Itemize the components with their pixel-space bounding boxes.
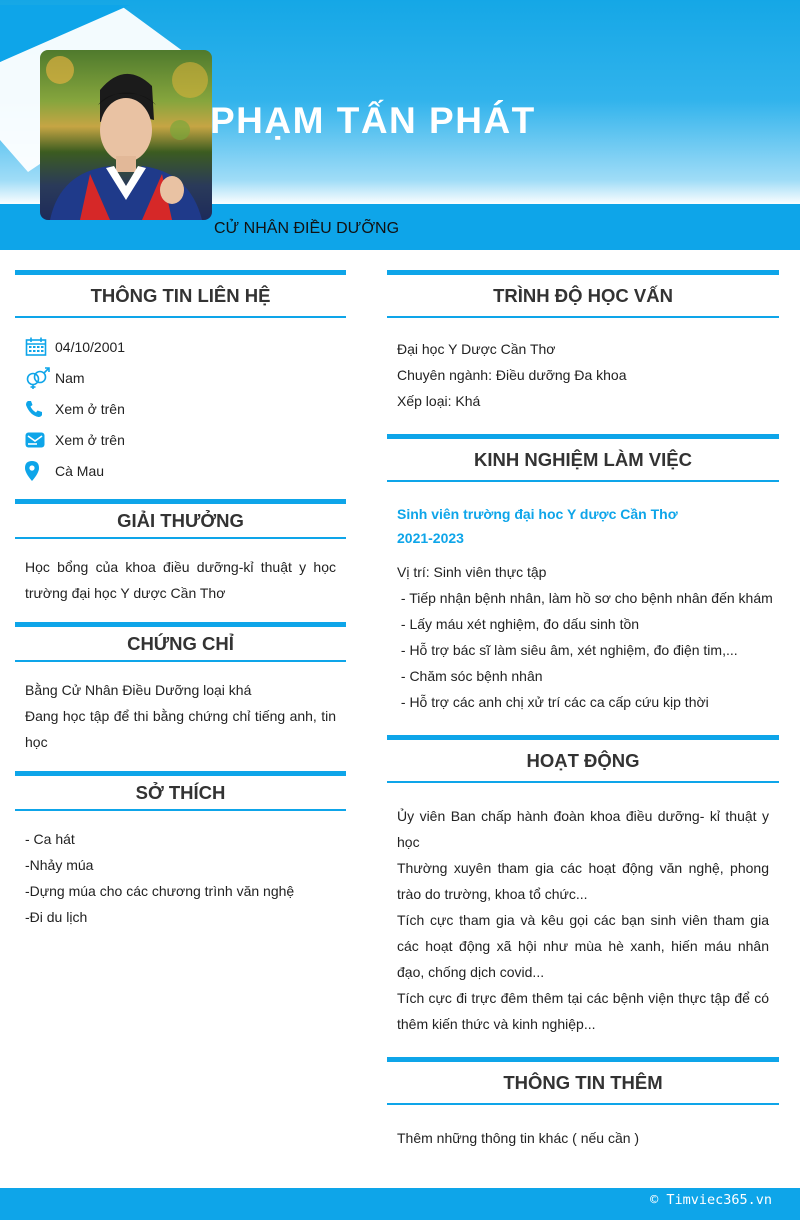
profile-photo	[40, 50, 212, 220]
awards-text: Học bổng của khoa điều dưỡng-kỉ thuật y học trường đại học Y dược Cần Thơ	[25, 559, 336, 601]
contact-section	[15, 270, 346, 486]
experience-task: - Hỗ trợ bác sĩ làm siêu âm, xét nghiệm, đo điện tim,...	[397, 642, 738, 658]
contact-location	[25, 455, 336, 486]
activities-section	[387, 735, 779, 1037]
phone-value: Xem ở trên	[55, 400, 125, 417]
activity-item: Tích cực tham gia và kêu gọi các bạn sinh viên tham gia các hoạt động xã hội như mùa hè xanh, hiến máu nhân đạo, chống dịch covid...	[397, 912, 769, 980]
hobbies-section	[15, 771, 346, 930]
hobbies-heading: SỞ THÍCH	[15, 771, 346, 811]
email-icon	[25, 429, 55, 451]
awards-heading: GIẢI THƯỞNG	[15, 499, 346, 539]
gender-value: Nam	[55, 369, 85, 386]
education-school: Đại học Y Dược Cần Thơ	[397, 341, 556, 357]
experience-section	[387, 434, 779, 715]
person-portrait-icon	[40, 50, 212, 220]
certificate-item: Đang học tập để thi bằng chứng chỉ tiếng anh, tin học	[25, 708, 336, 750]
experience-organization: Sinh viên trường đại hoc Y dược Cần Thơ	[397, 506, 678, 522]
extra-info-heading: THÔNG TIN THÊM	[387, 1057, 779, 1105]
activities-heading: HOẠT ĐỘNG	[387, 735, 779, 783]
location-icon	[25, 460, 55, 482]
education-heading: TRÌNH ĐỘ HỌC VẤN	[387, 270, 779, 318]
footer-bar	[0, 1188, 800, 1220]
certificate-item: Bằng Cử Nhân Điều Dưỡng loại khá	[25, 682, 252, 698]
hobby-item: -Nhảy múa	[25, 857, 94, 873]
experience-task: - Lấy máu xét nghiệm, đo dấu sinh tồn	[397, 616, 640, 632]
experience-heading: KINH NGHIỆM LÀM VIỆC	[387, 434, 779, 482]
experience-task: - Hỗ trợ các anh chị xử trí các ca cấp cứu kịp thời	[397, 694, 709, 710]
location-value: Cà Mau	[55, 462, 105, 479]
activity-item: Tích cực đi trực đêm thêm tại các bệnh viện thực tập để có thêm kiến thức và kinh nghiệp...	[397, 990, 769, 1032]
calendar-icon	[25, 336, 55, 358]
copyright-text: © Timviec365.vn	[650, 1192, 772, 1208]
hobby-item: - Ca hát	[25, 831, 75, 847]
left-column	[15, 270, 346, 930]
experience-task: - Chăm sóc bệnh nhân	[397, 668, 543, 684]
extra-info-text: Thêm những thông tin khác ( nếu cần )	[397, 1130, 640, 1146]
contact-email	[25, 424, 336, 455]
education-section	[387, 270, 779, 414]
experience-task: - Tiếp nhận bệnh nhân, làm hồ sơ cho bệnh nhân đến khám	[397, 590, 773, 606]
experience-position: Vị trí: Sinh viên thực tập	[397, 564, 547, 580]
job-title: CỬ NHÂN ĐIỀU DƯỠNG	[214, 220, 400, 237]
certificates-heading: CHỨNG CHỈ	[15, 622, 346, 662]
awards-section	[15, 499, 346, 606]
birthday-value: 04/10/2001	[55, 338, 126, 355]
phone-icon	[25, 398, 55, 420]
email-value: Xem ở trên	[55, 431, 125, 448]
extra-info-section	[387, 1057, 779, 1151]
hobby-item: -Dựng múa cho các chương trình văn nghệ	[25, 883, 295, 899]
experience-period: 2021-2023	[397, 530, 464, 546]
activity-item: Ủy viên Ban chấp hành đoàn khoa điều dưỡng- kỉ thuật y học	[397, 808, 769, 850]
right-column	[387, 270, 779, 1151]
education-grade: Xếp loại: Khá	[397, 393, 481, 409]
contact-phone	[25, 393, 336, 424]
certificates-section	[15, 622, 346, 755]
education-major: Chuyên ngành: Điều dưỡng Đa khoa	[397, 367, 627, 383]
gender-icon	[25, 367, 55, 389]
activity-item: Thường xuyên tham gia các hoạt động văn nghệ, phong trào do trường, khoa tổ chức...	[397, 860, 769, 902]
candidate-name: PHẠM TẤN PHÁT	[210, 100, 536, 141]
contact-birthday	[25, 331, 336, 362]
contact-heading: THÔNG TIN LIÊN HỆ	[15, 270, 346, 318]
cv-header	[0, 0, 800, 250]
hobby-item: -Đi du lịch	[25, 909, 88, 925]
contact-gender	[25, 362, 336, 393]
